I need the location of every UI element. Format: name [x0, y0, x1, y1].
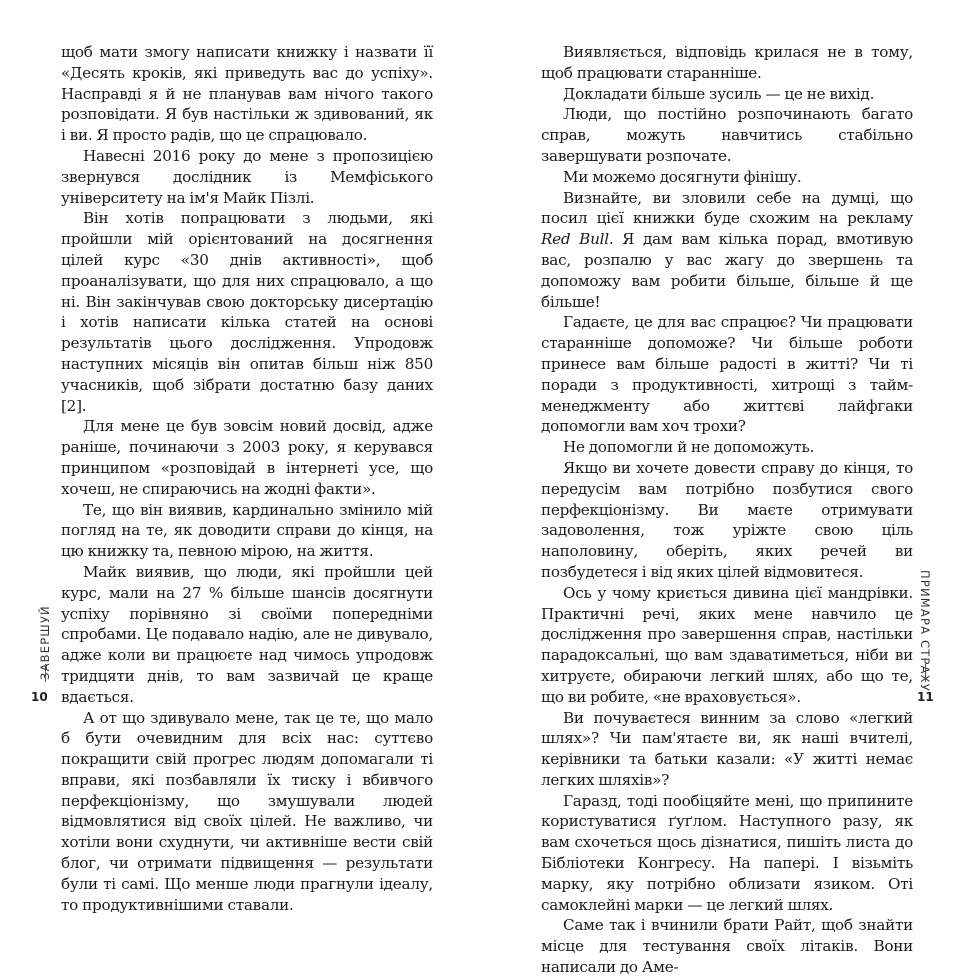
right-page-number: 11	[917, 690, 934, 704]
right-folio-divider	[925, 664, 926, 682]
right-paragraph-9: Ось у чому криється дивина цієї мандрівки. Практичні речі, яких мене навчило це дослідження про завершення справ, настільки парадоксальні, що вам здаватиметься, ніби ви хитруєте, обираючи легкий шлях, або що те, що ви робите, «не враховується».	[541, 583, 913, 706]
right-paragraph-10: Ви почуваєтеся винним за слово «легкий шлях»? Чи пам'ятаєте ви, як наші вчителі, керівники та батьки казали: «У житті немає легких шляхів»?	[541, 708, 913, 789]
right-running-head: ПРИМАРА СТРАХУ	[918, 570, 932, 692]
left-paragraph-3: Він хотів попрацювати з людьми, які пройшли мій орієнтований на досягнення цілей курс «30 днів активності», щоб проаналізувати, що для них спрацювало, а що ні. Він закінчував свою докторську дисертацію і хотів написати кілька статей на основі результатів цього дослідження. Упродовж наступних місяців він опитав більш ніж 850 учасників, щоб зібрати достатню базу даних [2].	[61, 209, 433, 415]
left-paragraph-7: А от що здивувало мене, так це те, що мало б бути очевидним для всіх нас: суттєво покращити свій прогрес людям допомагали ті вправи, які позбавляли їх тиску і вбивчого перфекціонізму, що змушували людей відмовлятися від своїх цілей. Не важливо, чи хотіли вони схуднути, чи активніше вести свій блог, чи отримати підвищення — результати були ті самі. Що менше люди прагнули ідеалу, то продуктивнішими ставали.	[61, 708, 433, 914]
right-paragraph-2: Докладати більше зусиль — це не вихід.	[563, 84, 875, 103]
right-paragraph-11: Гаразд, тоді пообіцяйте мені, що припините користуватися ґуґлом. Наступного разу, як вам схочеться щось дізнатися, пишіть листа до Бібліотеки Конгресу. На папері. І візьміть марку, яку потрібно облизати язиком. Оті самоклейні марки — це легкий шлях.	[541, 791, 913, 914]
left-folio-divider	[45, 664, 46, 682]
left-paragraph-5: Те, що він виявив, кардинально змінило мій погляд на те, як доводити справи до кінця, на цю книжку та, певною мірою, на життя.	[61, 500, 433, 561]
right-paragraph-1: Виявляється, відповідь крилася не в тому, щоб працювати старанніше.	[541, 43, 913, 82]
left-paragraph-2: Навесні 2016 року до мене з пропозицією звернувся дослідник із Мемфіського університету на ім'я Майк Пізлі.	[61, 146, 433, 207]
left-paragraph-6: Майк виявив, що люди, які пройшли цей курс, мали на 27 % більше шансів досягнути успіху порівняно зі своїми попередніми спробами. Це подавало надію, але не дивувало, адже коли ви працюєте над чимось упродовж тридцяти днів, то вам зазвичай це краще вдається.	[61, 562, 433, 706]
left-paragraph-4: Для мене це був зовсім новий досвід, адже раніше, починаючи з 2003 року, я керувався принципом «розповідай в інтернеті усе, що хочеш, не спираючись на жодні факти».	[61, 417, 433, 498]
brand-name-red-bull: Red Bull	[541, 230, 609, 249]
left-page-number: 10	[31, 690, 48, 704]
left-page	[0, 0, 485, 914]
right-paragraph-6: Гадаєте, це для вас спрацює? Чи працювати старанніше допоможе? Чи більше роботи принесе вам більше радості в житті? Чи ті поради з продуктивності, хитрощі з тайм-менеджменту або життєві лайфгаки допомогли вам хоч трохи?	[541, 313, 913, 436]
right-paragraph-5-before: Визнайте, ви зловили себе на думці, що посил цієї книжки буде схожим на рекламу	[541, 188, 913, 228]
right-page	[485, 0, 970, 977]
right-paragraph-3: Люди, що постійно розпочинають багато справ, можуть навчитись стабільно завершувати розпочате.	[541, 105, 913, 165]
right-paragraph-7: Не допомогли й не допоможуть.	[563, 438, 815, 457]
left-text-column	[61, 42, 433, 915]
right-paragraph-12: Саме так і вчинили брати Райт, щоб знайти місце для тестування своїх літаків. Вони написали до Аме-	[541, 916, 913, 977]
left-running-head: ЗАВЕРШУЙ	[38, 605, 52, 680]
left-paragraph-1: щоб мати змогу написати книжку і назвати її «Десять кроків, які приведуть вас до успіху». Насправді я й не планував вам нічого такого розповідати. Я був настільки ж здивований, як і ви. Я просто радів, що це спрацювало.	[61, 43, 433, 145]
right-paragraph-4: Ми можемо досягнути фінішу.	[563, 167, 802, 186]
right-paragraph-5	[541, 188, 913, 313]
right-text-column	[541, 42, 913, 978]
right-paragraph-8: Якщо ви хочете довести справу до кінця, то передусім вам потрібно позбутися свого перфекціонізму. Ви маєте отримувати задоволення, тож уріжте свою ціль наполовину, оберіть, яких речей ви позбудетеся і від яких цілей відмовитеся.	[541, 458, 913, 581]
right-paragraph-5-after: . Я дам вам кілька порад, вмотивую вас, розпалю у вас жагу до звершень та допоможу вам робити більше, більше й ще більше!	[541, 230, 913, 311]
